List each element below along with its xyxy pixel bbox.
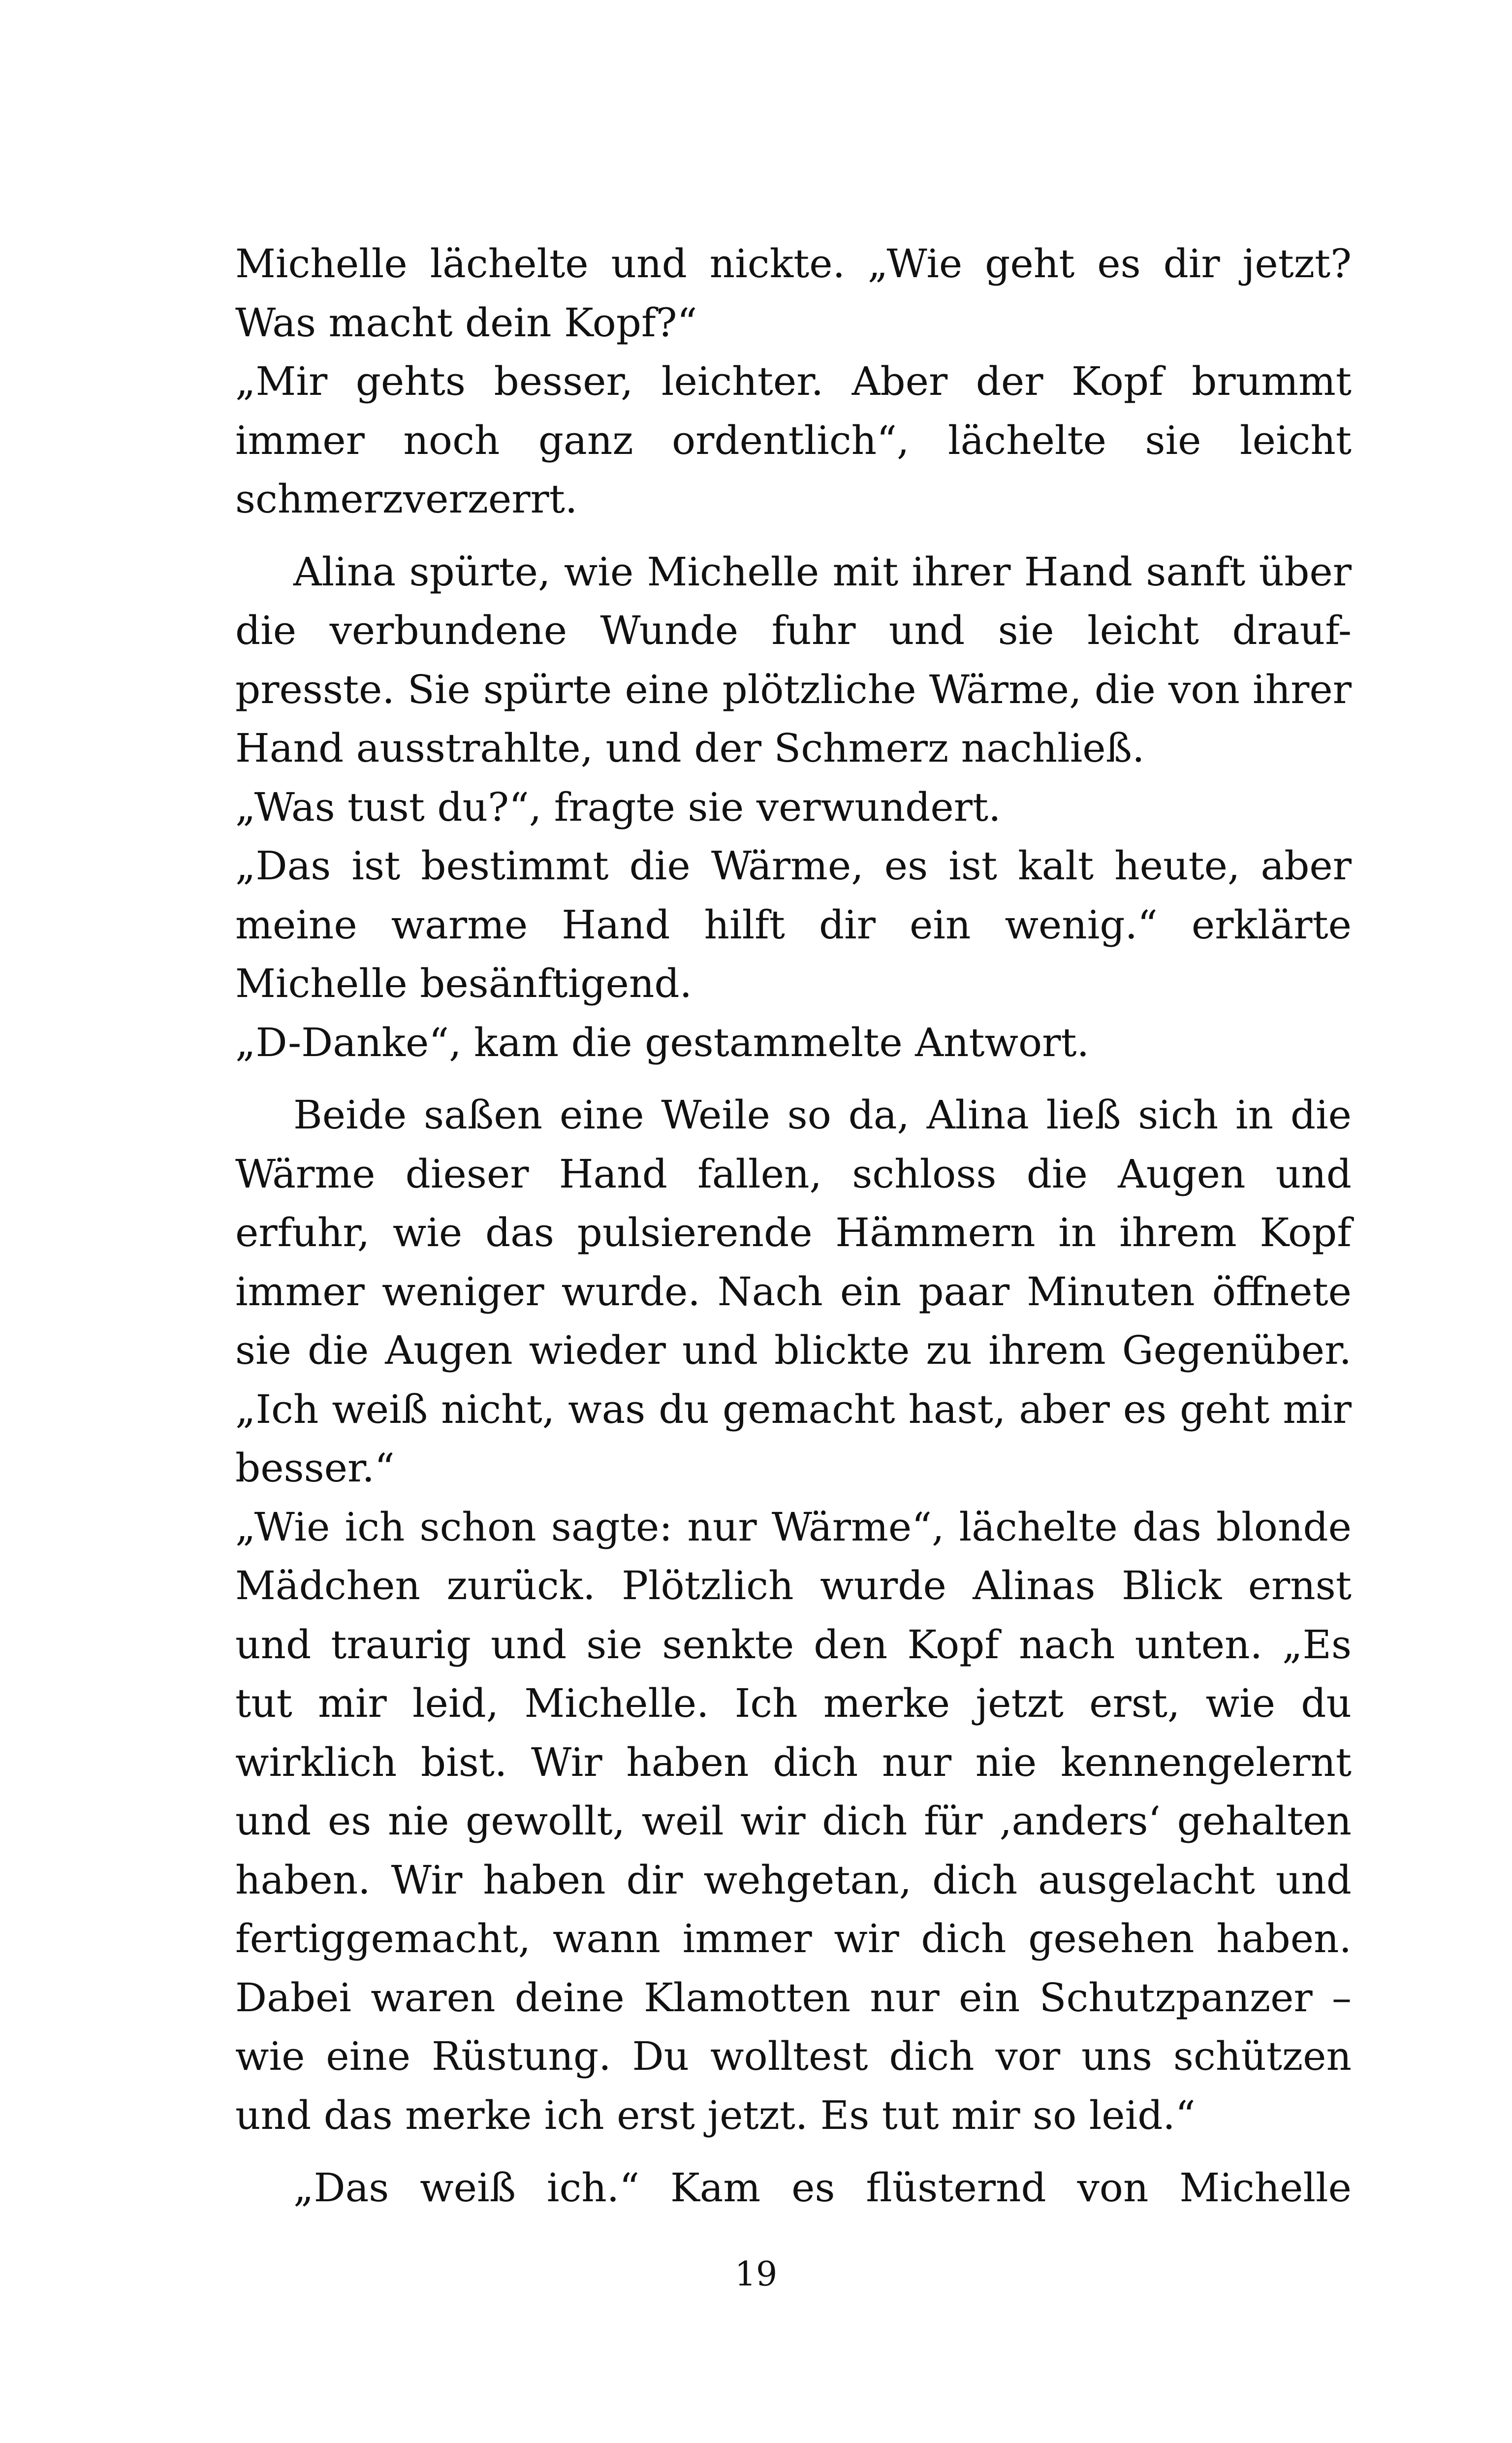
text-line: sie die Augen wieder und blickte zu ihrem Gegenüber. (235, 1327, 1352, 1373)
text-line: Hand ausstrahlte, und der Schmerz nachließ. (235, 725, 1145, 771)
text-line: erfuhr, wie das pulsierende Hämmern in ihrem Kopf (235, 1210, 1352, 1255)
text-line: Mädchen zurück. Plötzlich wurde Alinas Blick ernst (235, 1563, 1352, 1608)
text-line: die verbundene Wunde fuhr und sie leicht drauf- (235, 608, 1352, 653)
text-line: Dabei waren deine Klamotten nur ein Schutzpanzer – (235, 1974, 1352, 2021)
text-line: besser.“ (235, 1445, 395, 1491)
text-line: „Wie ich schon sagte: nur Wärme“, lächelte das blonde (235, 1504, 1352, 1550)
text-line: haben. Wir haben dir wehgetan, dich ausgelacht und (235, 1857, 1352, 1903)
paragraph-gap (235, 2145, 1352, 2158)
text-line: immer weniger wurde. Nach ein paar Minuten öffnete (235, 1268, 1352, 1315)
paragraph-gap (235, 1072, 1352, 1086)
text-line: Was macht dein Kopf?“ (235, 299, 697, 346)
text-line: tut mir leid, Michelle. Ich merke jetzt erst, wie du (235, 1680, 1352, 1726)
text-line: Wärme dieser Hand fallen, schloss die Augen und (235, 1151, 1352, 1197)
text-line: und das merke ich erst jetzt. Es tut mir so leid.“ (235, 2092, 1196, 2138)
text-line: „Ich weiß nicht, was du gemacht hast, aber es geht mir (235, 1386, 1352, 1432)
text-line: „D-Danke“, kam die gestammelte Antwort. (235, 1019, 1089, 1065)
paragraph-gap (235, 529, 1352, 543)
text-line: „Mir gehts besser, leichter. Aber der Kopf brummt (235, 358, 1352, 404)
text-line: „Was tust du?“, fragte sie verwundert. (235, 784, 1001, 830)
text-line: meine warme Hand hilft dir ein wenig.“ erklärte (235, 901, 1352, 948)
text-line: und es nie gewollt, weil wir dich für ‚anders‘ gehalten (235, 1798, 1352, 1844)
text-line: wie eine Rüstung. Du wolltest dich vor uns schützen (235, 2033, 1352, 2079)
text-line: immer noch ganz ordentlich“, lächelte sie leicht (235, 417, 1352, 463)
text-line: „Das weiß ich.“ Kam es flüsternd von Michelle (293, 2165, 1352, 2211)
text-line: presste. Sie spürte eine plötzliche Wärme, die von ihrer (235, 666, 1352, 712)
text-line: und traurig und sie senkte den Kopf nach unten. „Es (235, 1621, 1352, 1668)
body-text (235, 234, 1352, 2218)
text-line: wirklich bist. Wir haben dich nur nie kennengelernt (235, 1739, 1352, 1785)
text-line: fertiggemacht, wann immer wir dich gesehen haben. (235, 1916, 1352, 1961)
text-line: Beide saßen eine Weile so da, Alina ließ sich in die (293, 1092, 1352, 1138)
text-line: Michelle lächelte und nickte. „Wie geht es dir jetzt? (235, 241, 1352, 287)
text-line: schmerzverzerrt. (235, 476, 578, 522)
text-line: „Das ist bestimmt die Wärme, es ist kalt heute, aber (235, 843, 1352, 889)
text-line: Michelle besänftigend. (235, 961, 693, 1006)
page-number: 19 (734, 2255, 778, 2294)
text-line: Alina spürte, wie Michelle mit ihrer Hand sanft über (293, 548, 1352, 595)
